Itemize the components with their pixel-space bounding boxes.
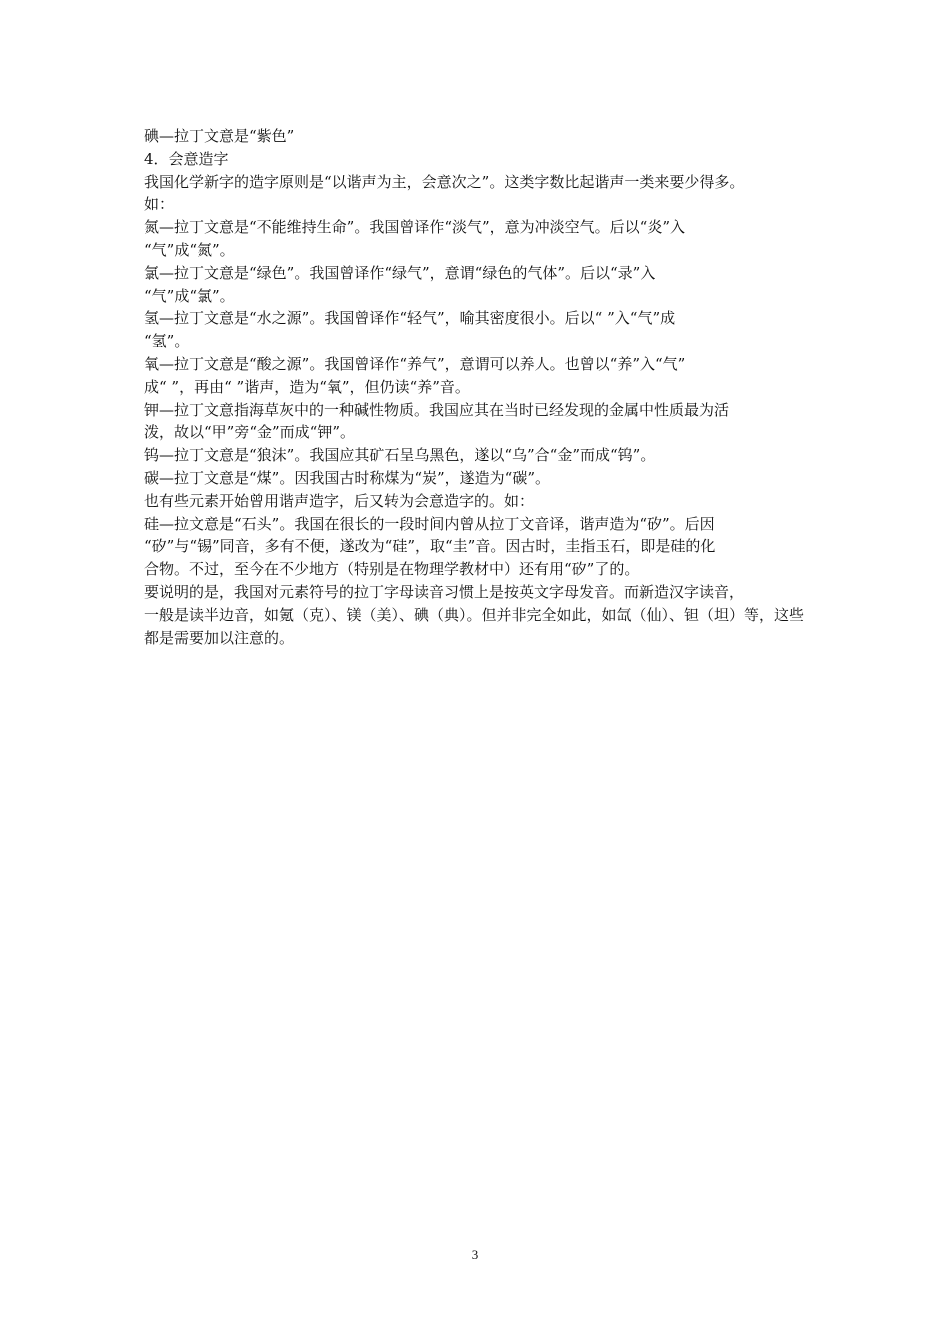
silicon-line-1: 硅—拉文意是“石头”。我国在很长的一段时间内曾从拉丁文音译，谐声造为“矽”。后因 [144, 514, 715, 533]
text-line-iodine: 碘—拉丁文意是“紫色” [144, 127, 295, 145]
oxygen-line-1: 氧—拉丁文意是“酸之源”。我国曾译作“养气”，意谓可以养人。也曾以“养”入“气” [144, 354, 686, 373]
oxygen-line-2: 成“ ”，再由“ ”谐声，造为“氧”，但仍读“养”音。 [144, 377, 470, 396]
carbon-line: 碳—拉丁文意是“煤”。因我国古时称煤为“炭”，遂造为“碳”。 [144, 468, 551, 487]
note-line-2: 一般是读半边音，如氪（克）、镁（美）、碘（典）。但并非完全如此，如氙（仙）、钽（坦）等，这些 [144, 605, 805, 624]
hydrogen-line-2: “氢”。 [144, 332, 190, 351]
nitrogen-line-1: 氮—拉丁文意是“不能维持生命”。我国曾译作“淡气”，意为冲淡空气。后以“炎”入 [144, 218, 686, 237]
note-line-3: 都是需要加以注意的。 [144, 628, 295, 647]
document-body [144, 125, 816, 649]
tungsten-line: 钨—拉丁文意是“狼沫”。我国应其矿石呈乌黑色，遂以“乌”合“金”而成“钨”。 [144, 446, 656, 465]
potassium-line-2: 泼，故以“甲”旁“金”而成“钾”。 [144, 423, 356, 442]
hydrogen-line-1: 氢—拉丁文意是“水之源”。我国曾译作“轻气”，喻其密度很小。后以“ ”入“气”成 [144, 309, 676, 328]
note-line-1: 要说明的是，我国对元素符号的拉丁字母读音习惯上是按英文字母发音。而新造汉字读音， [144, 582, 745, 601]
chlorine-line-2: “气”成“氯”。 [144, 286, 235, 305]
silicon-line-2: “矽”与“锡”同音，多有不便，遂改为“硅”，取“圭”音。因古时，圭指玉石，即是硅的化 [144, 537, 716, 556]
paragraph-principle-line-1: 我国化学新字的造字原则是“以谐声为主，会意次之”。这类字数比起谐声一类来要少得多。 [144, 172, 745, 191]
page-number: 3 [471, 1247, 479, 1262]
nitrogen-line-2: “气”成“氮”。 [144, 240, 235, 259]
potassium-line-1: 钾—拉丁文意指海草灰中的一种碱性物质。我国应其在当时已经发现的金属中性质最为活 [144, 400, 730, 419]
section-heading-huiyi: 4．会意造字 [144, 149, 229, 168]
transition-line: 也有些元素开始曾用谐声造字，后又转为会意造字的。如： [144, 491, 535, 510]
paragraph-principle-line-2: 如： [144, 195, 175, 214]
silicon-line-3: 合物。不过，至今在不少地方（特别是在物理学教材中）还有用“矽”了的。 [144, 560, 640, 579]
chlorine-line-1: 氯—拉丁文意是“绿色”。我国曾译作“绿气”，意谓“绿色的气体”。后以“录”入 [144, 263, 656, 282]
